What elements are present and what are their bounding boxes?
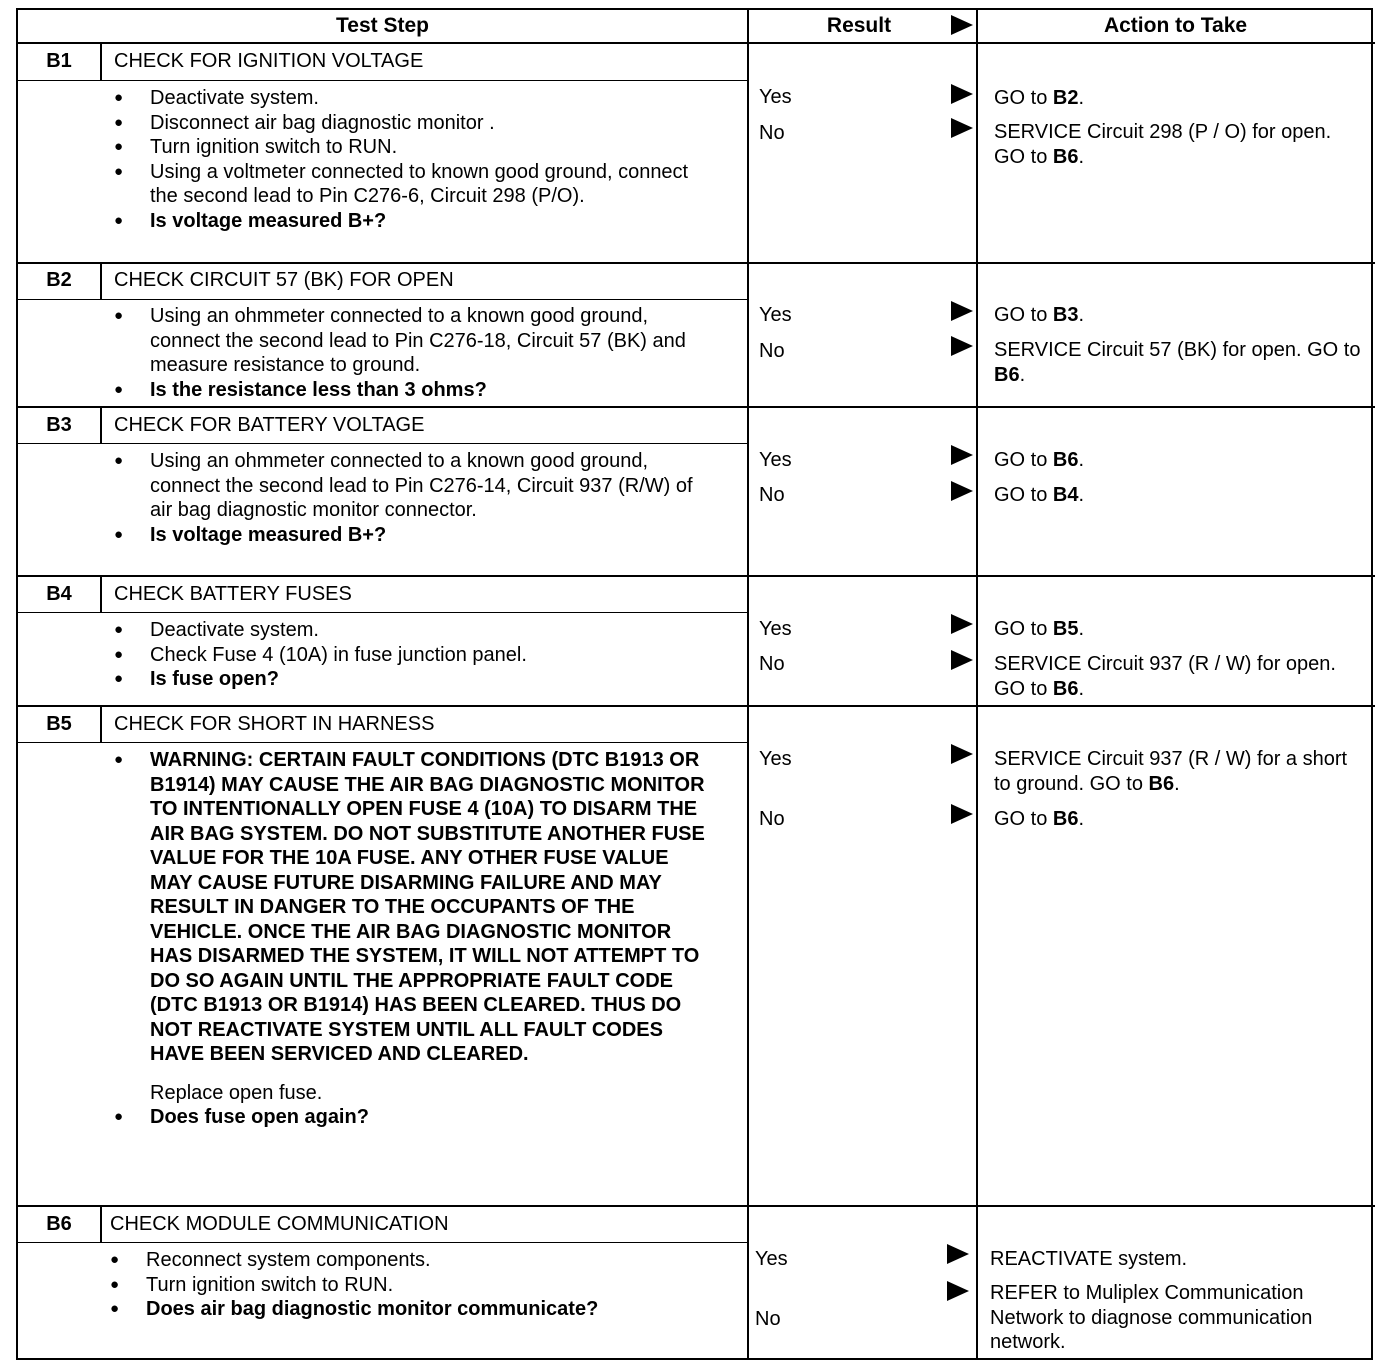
step-title-divider (18, 443, 747, 444)
step-divider (18, 406, 1375, 408)
arrow-icon (951, 445, 973, 465)
arrow-icon (951, 84, 973, 104)
col-divider-action (976, 10, 978, 1358)
list-item-question: ● Is the resistance less than 3 ohms? (114, 378, 714, 403)
result-no-b5: No (759, 808, 785, 830)
arrow-icon (947, 1244, 969, 1264)
arrow-icon (947, 1281, 969, 1301)
step-id-divider (100, 42, 102, 80)
list-item-question: ● Is fuse open? (114, 667, 714, 692)
result-yes-b2: Yes (759, 304, 792, 326)
step-id-b2: B2 (46, 269, 72, 291)
step-title-b1: CHECK FOR IGNITION VOLTAGE (114, 50, 424, 72)
result-yes-b4: Yes (759, 618, 792, 640)
step-bullets-b4 (114, 618, 714, 692)
warning-text: ● WARNING: CERTAIN FAULT CONDITIONS (DTC B1913 OR B1914) MAY CAUSE THE AIR BAG DIAGNOSTIC MONITOR TO INTENTIONALLY OPEN FUSE 4 (10A) TO DISARM THE AIR BAG SYSTEM. DO NOT SUBSTITUTE ANOTHER FUSE VALUE FOR THE 10A FUSE. ANY OTHER FUSE VALUE MAY CAUSE FUTURE DISARMING FAILURE AND MAY RESULT IN DANGER TO THE OCCUPANTS OF THE VEHICLE. ONCE THE AIR BAG DIAGNOSTIC MONITOR HAS DISARMED THE SYSTEM, IT WILL NOT ATTEMPT TO DO SO AGAIN UNTIL THE APPROPRIATE FAULT CODE (DTC B1913 OR B1914) HAS BEEN CLEARED. THUS DO NOT REACTIVATE SYSTEM UNTIL ALL FAULT CODES HAVE BEEN SERVICED AND CLEARED. (114, 748, 714, 1067)
list-item: ● Disconnect air bag diagnostic monitor . (114, 111, 714, 136)
result-yes-b3: Yes (759, 449, 792, 471)
step-title-divider (18, 1242, 747, 1243)
list-item: ● Using an ohmmeter connected to a known good ground, connect the second lead to Pin C276-14, Circuit 937 (R/W) of air bag diagnostic monitor connector. (114, 449, 714, 523)
result-no-b3: No (759, 484, 785, 506)
arrow-icon (951, 481, 973, 501)
header-result: Result (826, 14, 892, 37)
arrow-icon (951, 614, 973, 634)
step-id-divider (100, 705, 102, 742)
result-yes-b1: Yes (759, 86, 792, 108)
arrow-icon (951, 804, 973, 824)
step-title-divider (18, 299, 747, 300)
step-bullets-b3 (114, 449, 714, 547)
action-no-b4: SERVICE Circuit 937 (R / W) for open. GO to B6. (994, 653, 1336, 700)
step-id-b5: B5 (46, 713, 72, 735)
header-test-step: Test Step (336, 14, 429, 37)
step-id-divider (100, 1205, 102, 1242)
step-title-divider (18, 612, 747, 613)
header-arrow-icon (951, 15, 973, 35)
result-no-b2: No (759, 340, 785, 362)
step-divider (18, 705, 1375, 707)
action-yes-b5: SERVICE Circuit 937 (R / W) for a short to ground. GO to B6. (994, 748, 1348, 795)
action-yes-b2: GO to B3. (994, 304, 1085, 326)
step-bullets-b2 (114, 304, 714, 402)
action-yes-b3: GO to B6. (994, 449, 1085, 471)
result-no-b1: No (759, 122, 785, 144)
step-title-b4: CHECK BATTERY FUSES (114, 583, 352, 605)
result-yes-b5: Yes (759, 748, 792, 770)
header-divider (18, 42, 1375, 44)
step-bullets-b6 (110, 1248, 730, 1322)
step-title-b6: CHECK MODULE COMMUNICATION (110, 1213, 449, 1235)
step-bullets-b1 (114, 86, 714, 233)
action-yes-b4: GO to B5. (994, 618, 1085, 640)
step-id-divider (100, 575, 102, 612)
action-no-b3: GO to B4. (994, 484, 1085, 506)
list-item: ● Using an ohmmeter connected to a known good ground, connect the second lead to Pin C276-18, Circuit 57 (BK) and measure resistance to ground. (114, 304, 714, 378)
step-title-b5: CHECK FOR SHORT IN HARNESS (114, 713, 435, 735)
step-id-b6: B6 (46, 1213, 72, 1235)
arrow-icon (951, 301, 973, 321)
result-yes-b6: Yes (755, 1248, 788, 1270)
list-item: ● Deactivate system. (114, 86, 714, 111)
arrow-icon (951, 118, 973, 138)
step-bullets-b5 (114, 748, 714, 1130)
step-divider (18, 575, 1375, 577)
action-no-b2: SERVICE Circuit 57 (BK) for open. GO to B6. (994, 339, 1361, 386)
step-id-b3: B3 (46, 414, 72, 436)
action-yes-b1: GO to B2. (994, 87, 1085, 109)
action-no-b6: REFER to Muliplex Communication Network to diagnose communication network. (990, 1282, 1313, 1353)
list-item-question: ● Is voltage measured B+? (114, 523, 714, 548)
diagnostic-table (16, 8, 1373, 1360)
step-id-b1: B1 (46, 50, 72, 72)
arrow-icon (951, 336, 973, 356)
step-title-divider (18, 742, 747, 743)
arrow-icon (951, 650, 973, 670)
list-item: ● Reconnect system components. (110, 1248, 730, 1273)
step-divider (18, 262, 1375, 264)
step-title-divider (18, 80, 747, 81)
list-item-question: ● Does air bag diagnostic monitor communicate? (110, 1297, 730, 1322)
list-item-question: ● Does fuse open again? (114, 1105, 714, 1130)
result-no-b6: No (755, 1308, 781, 1330)
col-divider-result (747, 10, 749, 1358)
step-id-divider (100, 262, 102, 299)
result-no-b4: No (759, 653, 785, 675)
action-yes-b6: REACTIVATE system. (990, 1248, 1188, 1270)
list-item: ● Turn ignition switch to RUN. (114, 135, 714, 160)
header-action: Action to Take (1103, 14, 1248, 37)
step-id-b4: B4 (46, 583, 72, 605)
list-item: ● Turn ignition switch to RUN. (110, 1273, 730, 1298)
step-id-divider (100, 406, 102, 443)
list-item: ● Deactivate system. (114, 618, 714, 643)
step-divider (18, 1205, 1375, 1207)
step-title-b2: CHECK CIRCUIT 57 (BK) FOR OPEN (114, 269, 454, 291)
step-title-b3: CHECK FOR BATTERY VOLTAGE (114, 414, 425, 436)
list-item: ● Using a voltmeter connected to known good ground, connect the second lead to Pin C276-6, Circuit 298 (P/O). (114, 160, 714, 209)
list-item-note: Replace open fuse. (150, 1081, 323, 1104)
list-item: ● Check Fuse 4 (10A) in fuse junction panel. (114, 643, 714, 668)
list-item-question: ● Is voltage measured B+? (114, 209, 714, 234)
action-no-b5: GO to B6. (994, 808, 1085, 830)
action-no-b1: SERVICE Circuit 298 (P / O) for open. GO to B6. (994, 121, 1332, 168)
arrow-icon (951, 744, 973, 764)
